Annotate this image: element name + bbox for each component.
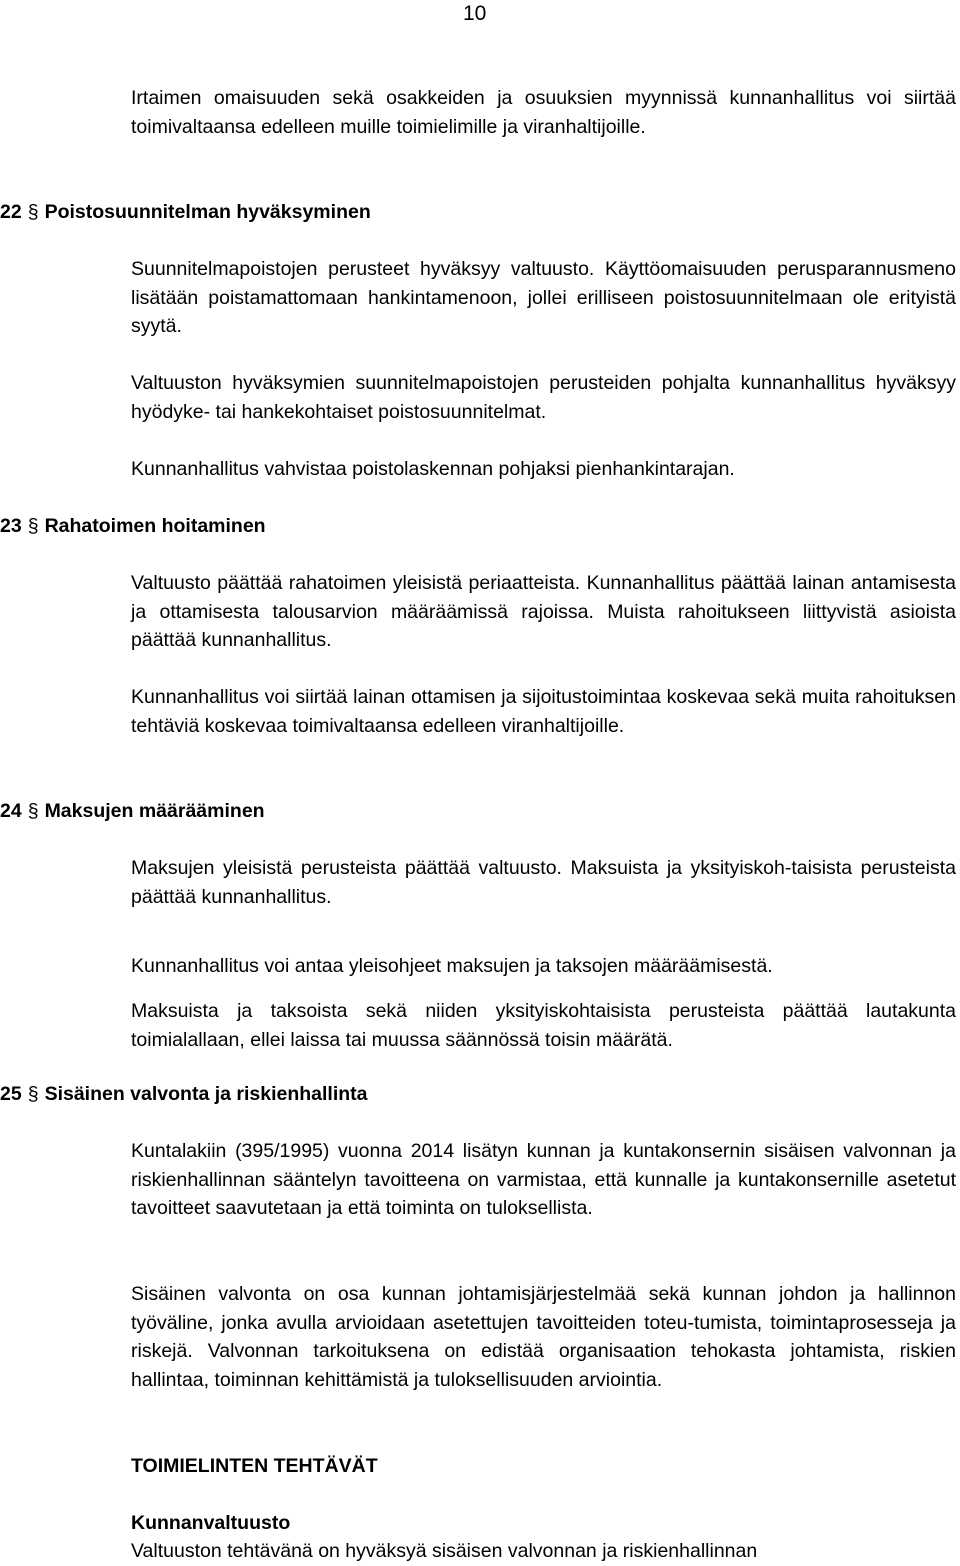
paragraph-23-1: Valtuusto päättää rahatoimen yleisistä periaatteista. Kunnanhallitus päättää lainan antamisesta ja ottamisesta talousarvion määräämissä rajoissa. Muista rahoitukseen liittyvistä asioista päättää kunnanhallitus. (131, 572, 956, 652)
paragraph-24-1: Maksujen yleisistä perusteista päättää valtuusto. Maksuista ja yksityiskoh-taisista perusteista päättää kunnanhallitus. (131, 857, 956, 908)
paragraph-25-1: Kuntalakiin (395/1995) vuonna 2014 lisätyn kunnan ja kuntakonsernin sisäisen valvonnan ja riskienhallinnan sääntelyn tavoitteena on varmistaa, että kunnalle ja kuntakonsernille asetetut tavoitteet saavutetaan ja että toiminta on tuloksellista. (131, 1140, 956, 1220)
section-heading-25 (0, 1080, 368, 1108)
page-number: 10 (463, 2, 487, 25)
section-sign: § (27, 1083, 39, 1105)
section-number: 22 (0, 201, 22, 223)
section-sign: § (27, 515, 39, 537)
heading-toimielinten-tehtavat: TOIMIELINTEN TEHTÄVÄT (131, 1455, 378, 1477)
paragraph-24-2: Kunnanhallitus voi antaa yleisohjeet maksujen ja taksojen määräämisestä. (131, 955, 773, 977)
paragraph-25-2: Sisäinen valvonta on osa kunnan johtamisjärjestelmää sekä kunnan johdon ja hallinnon työväline, jonka avulla arvioidaan asetettujen tavoitteiden toteu-tumista, toimintaprosesseja ja riskejä. Valvonnan tarkoituksena on edistää organisaation tehokasta johtamista, riskien hallintaa, toiminnan kehittämistä ja tuloksellisuuden arviointia. (131, 1283, 956, 1391)
section-title: Poistosuunnitelman hyväksyminen (44, 201, 371, 223)
section-sign: § (27, 201, 39, 223)
paragraph-24-3: Maksuista ja taksoista sekä niiden yksityiskohtaisista perusteista päättää lautakunta toimialallaan, ellei laissa tai muussa säännössä toisin määrätä. (131, 1000, 956, 1051)
section-number: 23 (0, 515, 22, 537)
paragraph-22-3: Kunnanhallitus vahvistaa poistolaskennan pohjaksi pienhankintarajan. (131, 458, 735, 480)
section-title: Maksujen määrääminen (44, 800, 265, 822)
section-heading-24 (0, 797, 265, 825)
section-title: Rahatoimen hoitaminen (44, 515, 266, 537)
section-heading-23 (0, 512, 266, 540)
heading-kunnanvaltuusto: Kunnanvaltuusto (131, 1512, 291, 1534)
paragraph-irtaimen: Irtaimen omaisuuden sekä osakkeiden ja osuuksien myynnissä kunnanhallitus voi siirtää toimivaltaansa edelleen muille toimielimille ja viranhaltijoille. (131, 87, 956, 138)
section-title: Sisäinen valvonta ja riskienhallinta (44, 1083, 368, 1105)
section-number: 24 (0, 800, 22, 822)
paragraph-last: Valtuuston tehtävänä on hyväksyä sisäisen valvonnan ja riskienhallinnan (131, 1540, 758, 1562)
paragraph-22-1: Suunnitelmapoistojen perusteet hyväksyy valtuusto. Käyttöomaisuuden perusparannusmeno lisätään poistamattomaan hankintamenoon, jollei erilliseen poistosuunnitelmaan ole erityistä syytä. (131, 258, 956, 338)
section-sign: § (27, 800, 39, 822)
section-heading-22 (0, 198, 371, 226)
paragraph-22-2: Valtuuston hyväksymien suunnitelmapoistojen perusteiden pohjalta kunnanhallitus hyväksyy hyödyke- tai hankekohtaiset poistosuunnitelmat. (131, 372, 956, 423)
paragraph-23-2: Kunnanhallitus voi siirtää lainan ottamisen ja sijoitustoimintaa koskevaa sekä muita rahoituksen tehtäviä koskevaa toimivaltaansa edelleen viranhaltijoille. (131, 686, 956, 737)
section-number: 25 (0, 1083, 22, 1105)
